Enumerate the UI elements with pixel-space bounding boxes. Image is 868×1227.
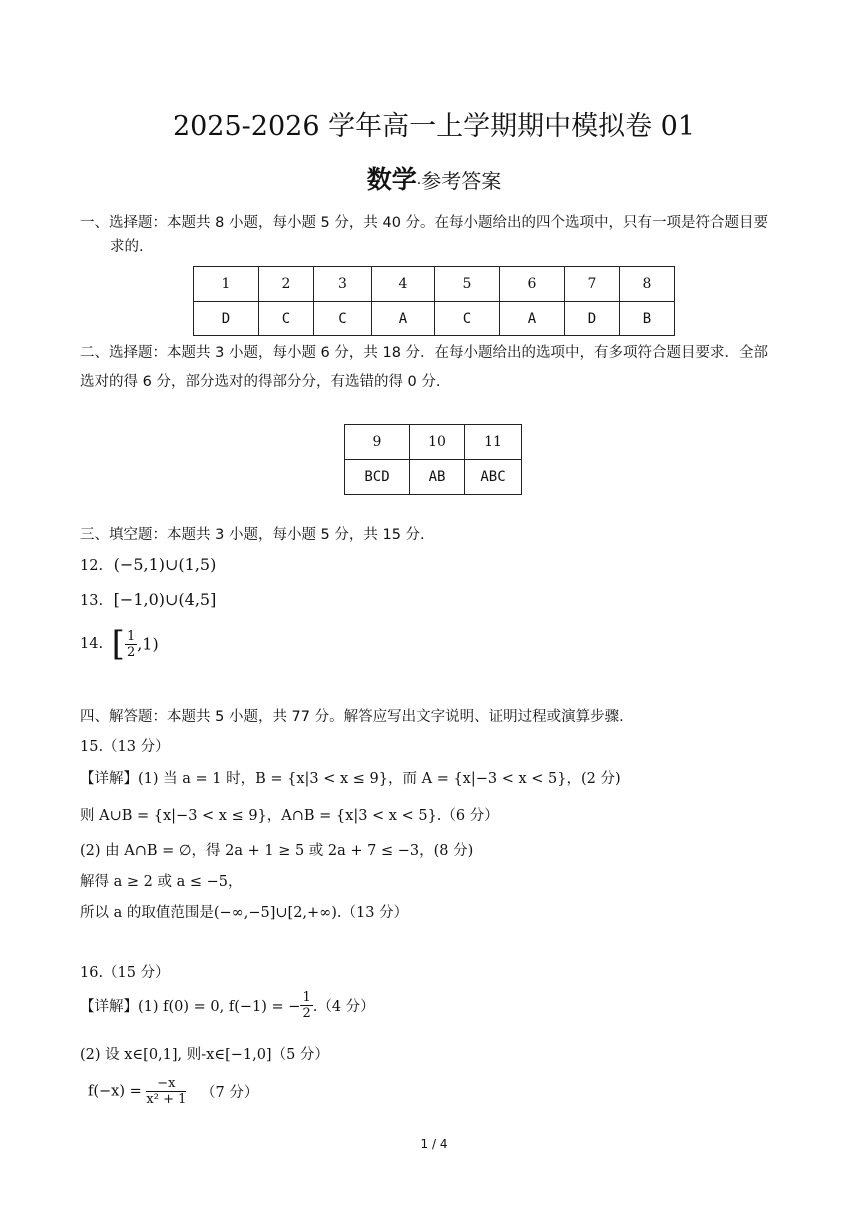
left-bracket: [ [111,624,125,664]
fraction-denominator: 2 [302,1006,311,1021]
q16-label: 16.（15 分） [80,965,170,981]
answer-key-label: 参考答案 [421,169,502,193]
question-number: 13. [80,593,104,609]
section3-heading: 三、填空题：本题共 3 小题，每小题 5 分，共 15 分. [80,527,425,543]
page-number: 1 / 4 [420,1137,448,1151]
q16-line3-text: f(−x) = [88,1083,142,1100]
fraction [125,629,137,660]
section1-heading-line1: 一、选择题：本题共 8 小题，每小题 5 分，共 40 分。在每小题给出的四个选项中，只有一项是符合题目要 [80,215,769,231]
fraction-denominator: 2 [126,644,136,660]
table-header-cell: 4 [372,267,435,302]
table-header-cell: 11 [465,425,522,460]
table-header-cell: 1 [194,267,259,302]
answer-cell: D [565,302,620,336]
table-header-cell: 3 [314,267,372,302]
q16-line1-text: 【详解】(1) f(0) = 0, f(−1) = − [80,999,301,1015]
q16-line1-tail: .（4 分） [312,999,375,1015]
fraction-numerator: −x [146,1076,186,1092]
q15-solution-line2: 则 A∪B = {x|−3 < x ≤ 9}，A∩B = {x|3 < x < 5}.（6 分） [80,808,499,824]
table-header-cell: 9 [345,425,410,460]
table-answer-row [345,460,522,495]
fraction [300,990,312,1021]
section4-heading: 四、解答题：本题共 5 小题，共 77 分。解答应写出文字说明、证明过程或演算步骤. [80,709,624,725]
answer-cell: A [500,302,565,336]
fraction [146,1076,186,1107]
section1-answer-table [193,266,675,336]
fraction-denominator: x² + 1 [146,1092,187,1107]
answer-expression: [−1,0)∪(4,5] [113,590,217,609]
answer-cell: B [620,302,675,336]
q16-solution-line2: (2) 设 x∈[0,1], 则-x∈[−1,0]（5 分） [80,1047,329,1063]
fraction-numerator: 1 [126,628,136,644]
table-answer-row [194,302,675,336]
table-header-cell: 5 [435,267,500,302]
q15-solution-line5: 所以 a 的取值范围是(−∞,−5]∪[2,+∞).（13 分） [80,905,409,921]
answer-14 [80,624,159,664]
answer-cell: ABC [465,460,522,495]
document-subtitle [0,160,868,196]
table-header-cell: 2 [259,267,314,302]
answer-cell: C [259,302,314,336]
section1-heading-line2: 求的. [110,239,144,255]
answer-expression: (−5,1)∪(1,5) [113,555,217,574]
table-header-row [194,267,675,302]
section2-heading-line2: 选对的得 6 分，部分选对的得部分分，有选错的得 0 分. [80,374,441,390]
answer-cell: BCD [345,460,410,495]
table-header-cell: 6 [500,267,565,302]
q15-solution-line4: 解得 a ≥ 2 或 a ≤ −5， [80,874,243,890]
section2-answer-table [344,424,522,495]
subject-label: 数学 [366,165,417,194]
subtitle-dot: · [416,176,422,192]
table-header-cell: 8 [620,267,675,302]
answer-cell: AB [410,460,465,495]
answer-13 [80,590,216,609]
question-number: 14. [80,636,104,652]
answer-cell: A [372,302,435,336]
answer-cell: D [194,302,259,336]
q16-solution-line3 [88,1076,258,1107]
document-title: 2025-2026 学年高一上学期期中模拟卷 01 [172,111,696,142]
table-header-cell: 7 [565,267,620,302]
fraction-numerator: 1 [302,990,311,1005]
q16-line3-tail: （7 分） [200,1085,259,1101]
answer-expression-tail: ,1) [137,634,159,654]
q15-label: 15.（13 分） [80,739,170,755]
answer-12 [80,555,216,574]
table-header-row [345,425,522,460]
question-number: 12. [80,558,104,574]
table-header-cell: 10 [410,425,465,460]
q16-solution-line1 [80,990,375,1021]
q15-solution-line1: 【详解】(1) 当 a = 1 时，B = {x|3 < x ≤ 9}，而 A = {x|−3 < x < 5}，(2 分) [80,771,621,787]
section2-heading-line1: 二、选择题：本题共 3 小题，每小题 6 分，共 18 分．在每小题给出的选项中，有多项符合题目要求．全部 [80,345,769,361]
answer-cell: C [435,302,500,336]
answer-cell: C [314,302,372,336]
q15-solution-line3: (2) 由 A∩B = ∅，得 2a + 1 ≥ 5 或 2a + 7 ≤ −3，(8 分) [80,843,474,859]
